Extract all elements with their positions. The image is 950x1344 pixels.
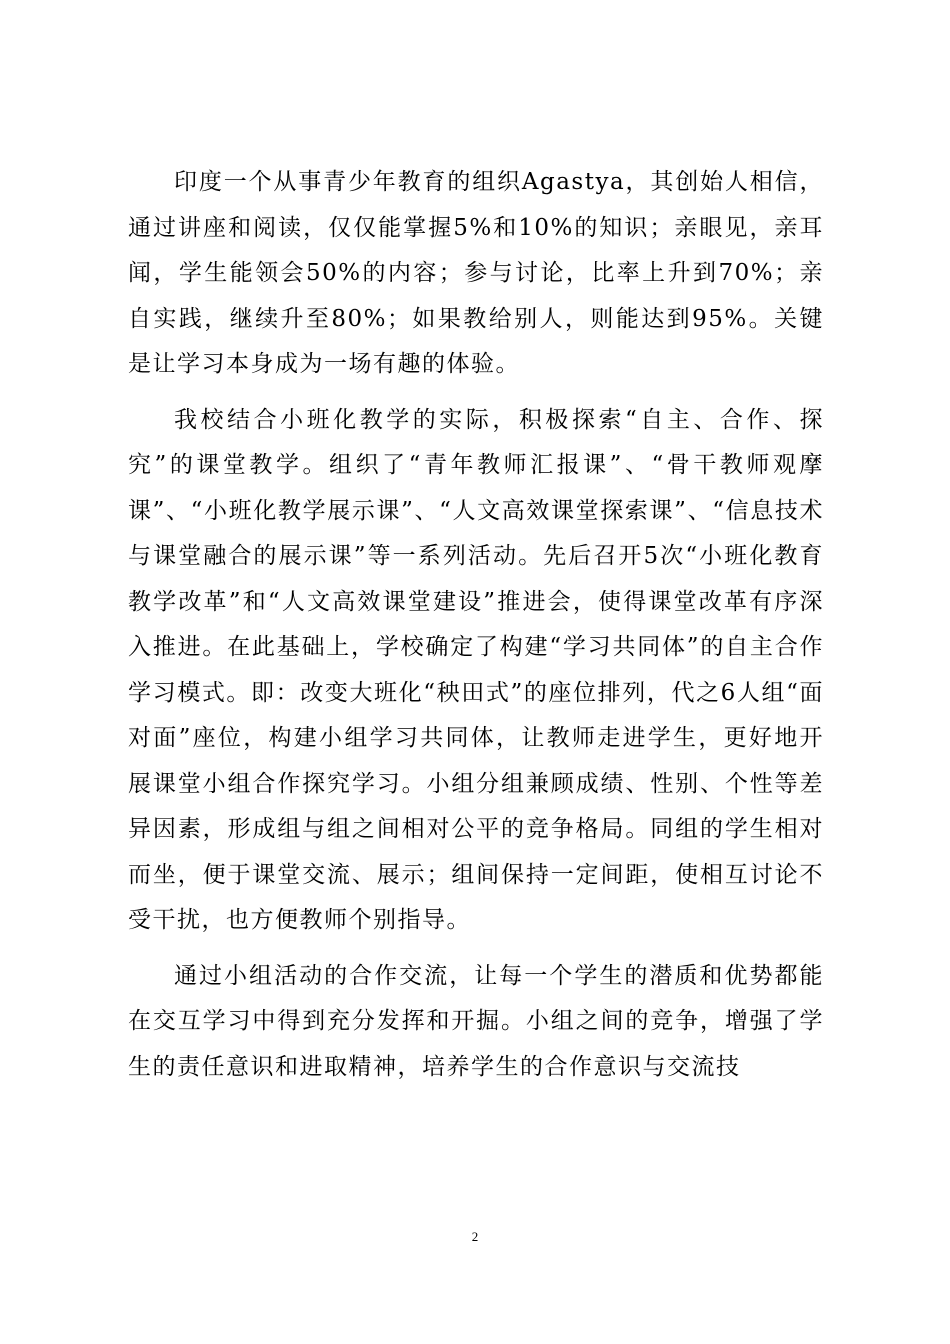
document-body [128,160,824,1100]
paragraph-2: 我校结合小班化教学的实际，积极探索“自主、合作、探究”的课堂教学。组织了“青年教师汇报课”、“骨干教师观摩课”、“小班化教学展示课”、“人文高效课堂探索课”、“信息技术与课堂融合的展示课”等一系列活动。先后召开5次“小班化教育教学改革”和“人文高效课堂建设”推进会，使得课堂改革有序深入推进。在此基础上，学校确定了构建“学习共同体”的自主合作学习模式。即：改变大班化“秧田式”的座位排列，代之6人组“面对面”座位，构建小组学习共同体，让教师走进学生，更好地开展课堂小组合作探究学习。小组分组兼顾成绩、性别、个性等差异因素，形成组与组之间相对公平的竞争格局。同组的学生相对而坐，便于课堂交流、展示；组间保持一定间距，使相互讨论不受干扰，也方便教师个别指导。 [128,406,824,933]
paragraph-1: 印度一个从事青少年教育的组织Agastya，其创始人相信，通过讲座和阅读，仅仅能掌握5%和10%的知识；亲眼见，亲耳闻，学生能领会50%的内容；参与讨论，比率上升到70%；亲自实践，继续升至80%；如果教给别人，则能达到95%。关键是让学习本身成为一场有趣的体验。 [128,169,824,377]
page-number: 2 [471,1229,479,1244]
paragraph-3: 通过小组活动的合作交流，让每一个学生的潜质和优势都能在交互学习中得到充分发挥和开掘。小组之间的竞争，增强了学生的责任意识和进取精神，培养学生的合作意识与交流技 [128,962,824,1080]
